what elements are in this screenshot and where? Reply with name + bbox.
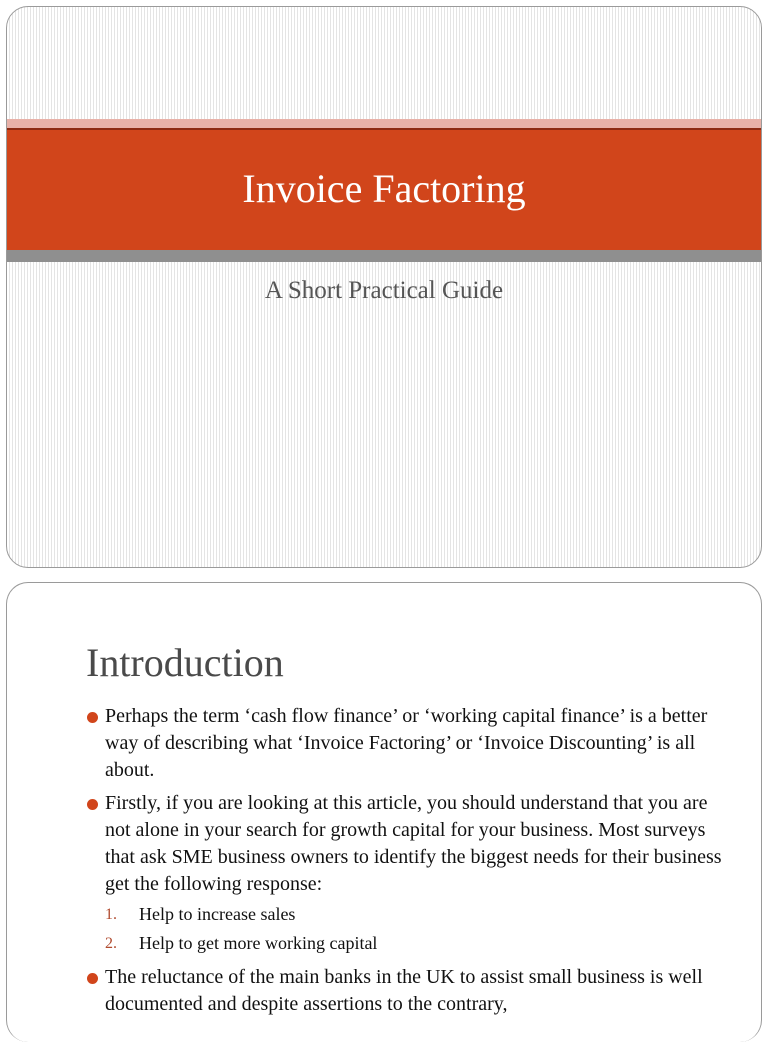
bullet-dot-icon: [87, 973, 98, 984]
bullet-dot-icon: [87, 712, 98, 723]
title-band: [7, 130, 761, 250]
subitem-text: Help to get more working capital: [139, 933, 378, 953]
bullet-item: [85, 703, 735, 784]
bullet-list: [85, 703, 735, 1024]
numbered-subitem: [105, 900, 735, 929]
bullet-item: [85, 964, 735, 1018]
slide-title: Invoice Factoring: [242, 165, 526, 211]
numbered-subitem: [105, 929, 735, 958]
title-band-bottom-stripe: [7, 250, 761, 262]
subitem-number: 1.: [105, 906, 117, 923]
bullet-item: [85, 790, 735, 958]
bullet-text: The reluctance of the main banks in the UK to assist small business is well documented and despite assertions to the contrary,: [105, 966, 703, 1015]
subitem-number: 2.: [105, 935, 117, 952]
title-slide: [6, 6, 762, 568]
numbered-sublist: [105, 900, 735, 958]
introduction-slide: [6, 582, 762, 1042]
bullet-text: Perhaps the term ‘cash flow finance’ or ‘working capital finance’ is a better way of describing what ‘Invoice Factoring’ or ‘Invoice Discounting’ is all about.: [105, 705, 708, 781]
bullet-text: Firstly, if you are looking at this article, you should understand that you are not alone in your search for growth capital for your business. Most surveys that ask SME business owners to identify the biggest needs for their business get the following response:: [105, 792, 722, 895]
subitem-text: Help to increase sales: [139, 904, 296, 924]
bullet-dot-icon: [87, 799, 98, 810]
slide-subtitle: A Short Practical Guide: [264, 277, 504, 304]
slide-heading: Introduction: [86, 640, 284, 685]
